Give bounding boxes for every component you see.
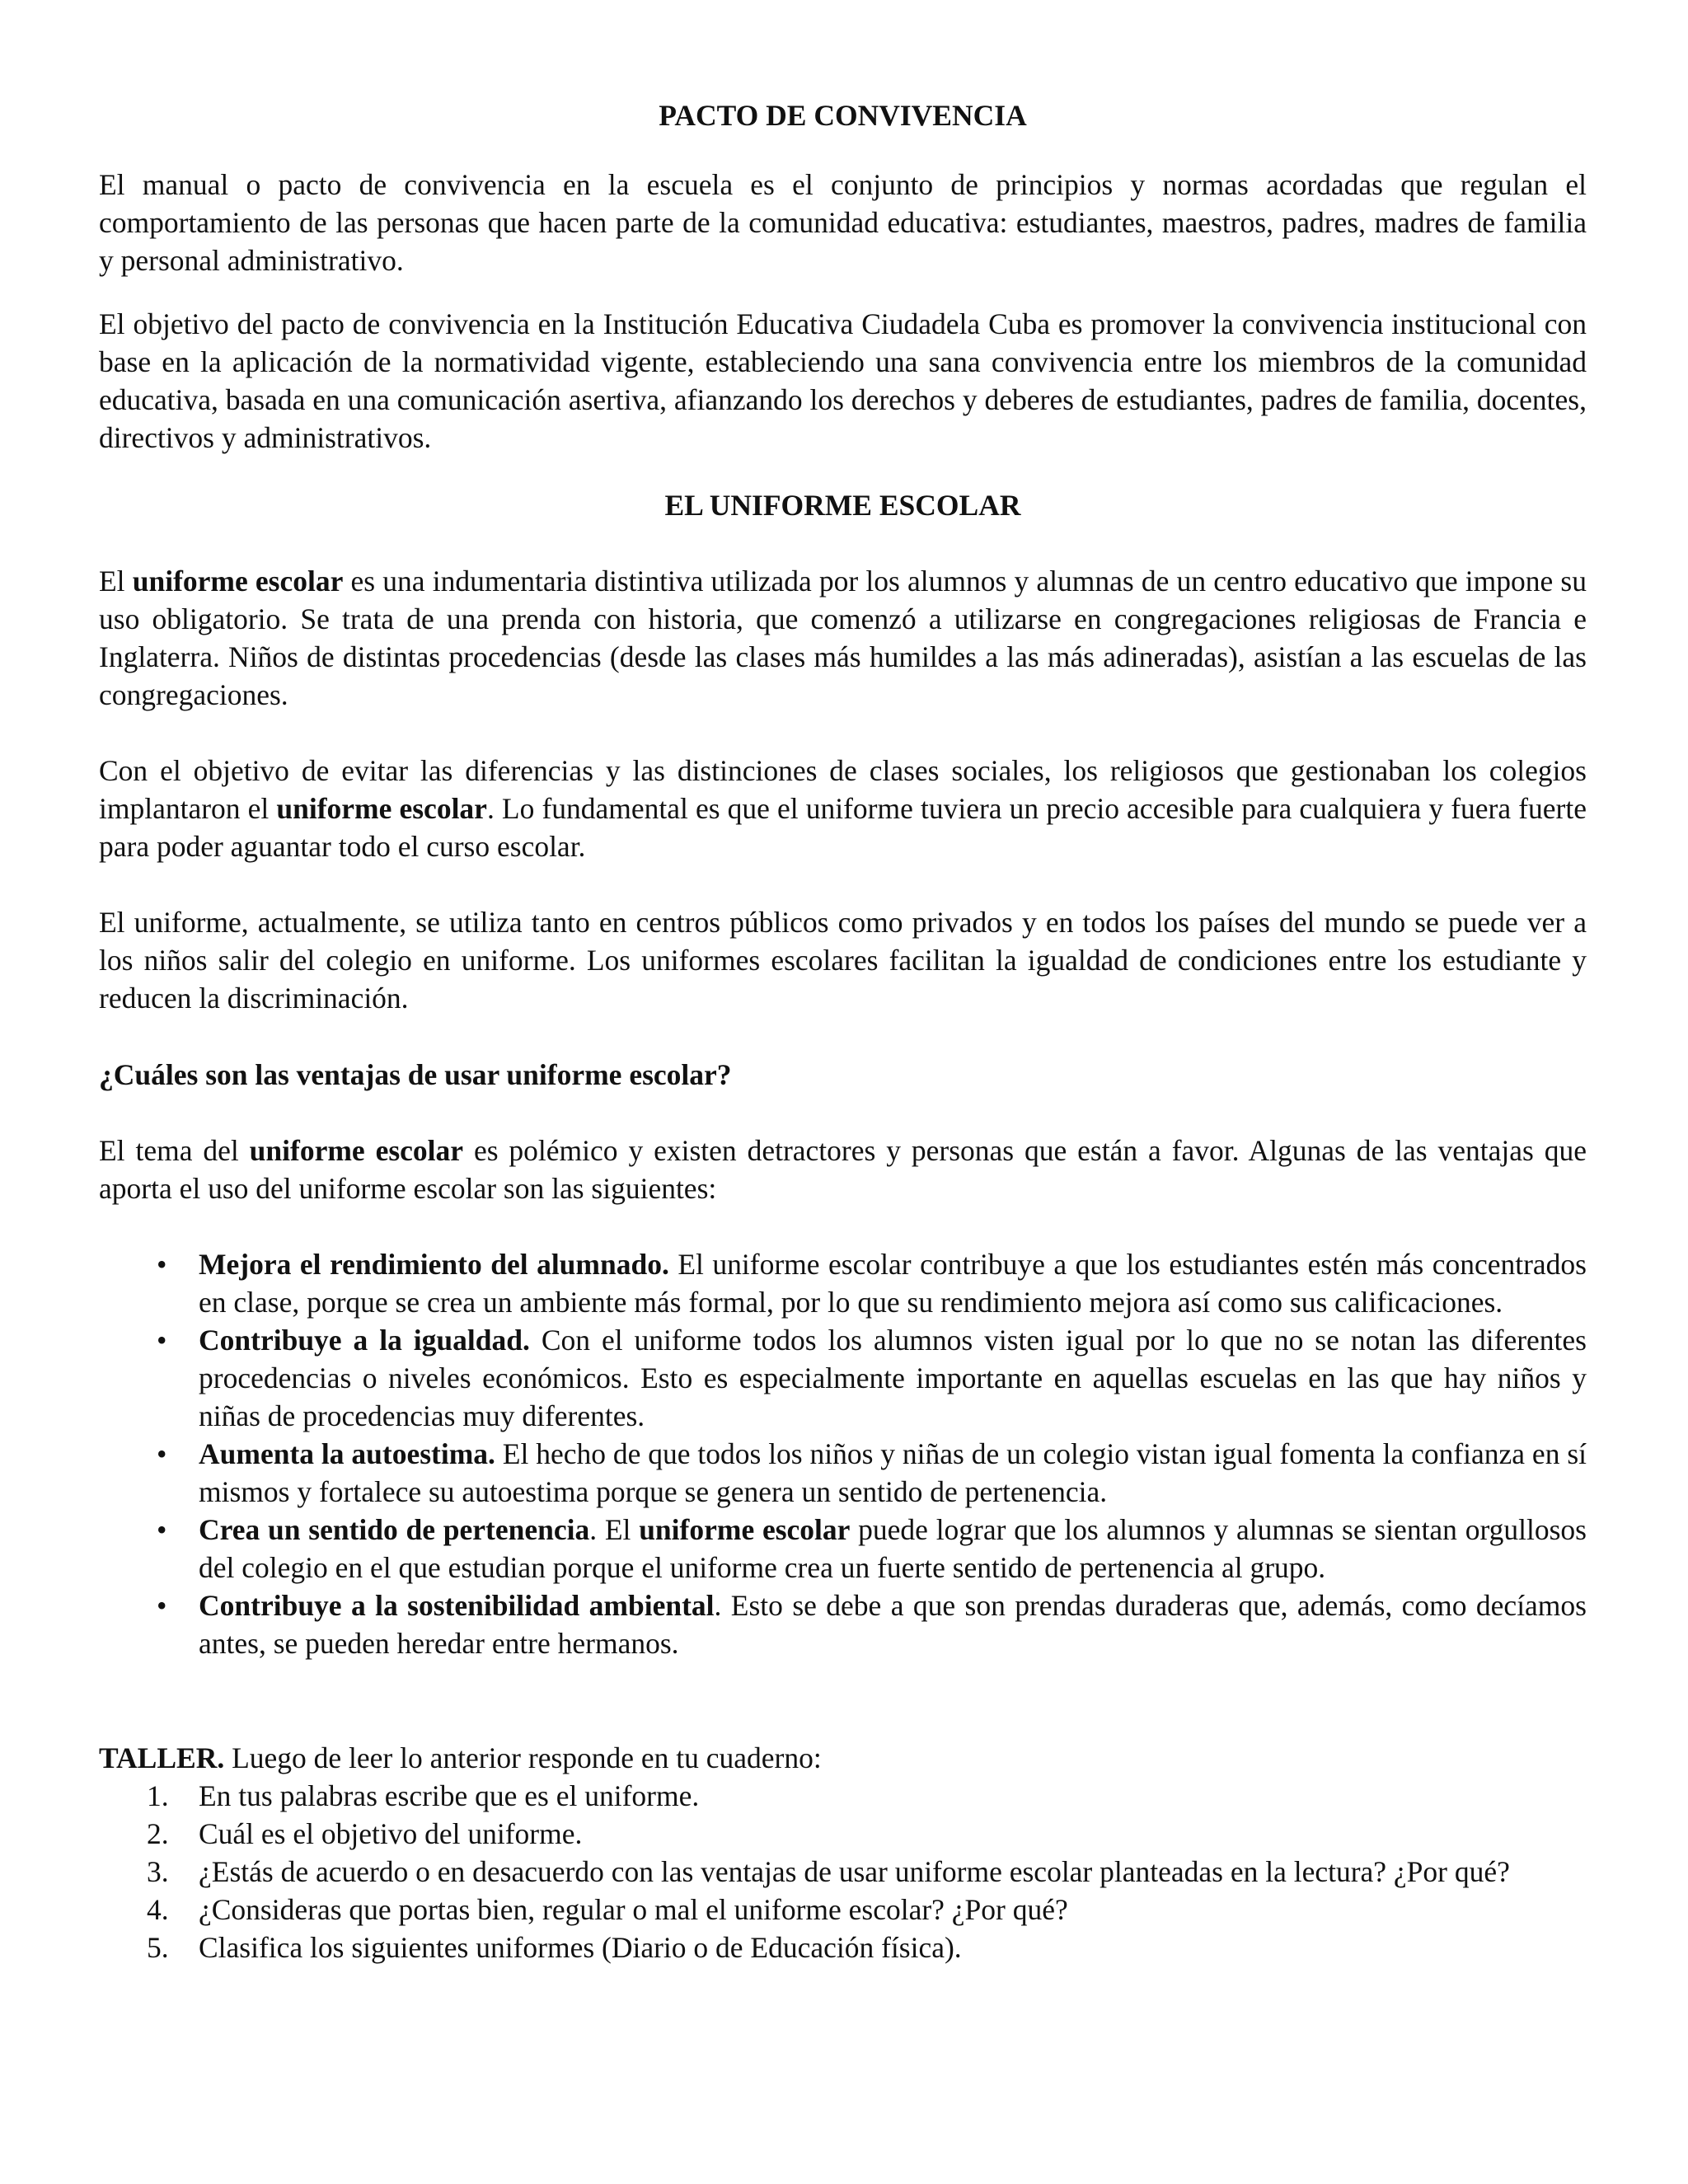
paragraph-pacto-definition: El manual o pacto de convivencia en la escuela es el conjunto de principios y normas acordadas que regulan el comportamiento de las personas que hacen parte de la comunidad educativa: estudiantes, maestros, padres, madres de familia y personal administrativo. xyxy=(99,168,1587,277)
taller-heading: TALLER. Luego de leer lo anterior responde en tu cuaderno: xyxy=(99,1741,822,1774)
list-number: 3. xyxy=(147,1855,169,1888)
list-item: • Contribuye a la sostenibilidad ambiental. Esto se debe a que son prendas duraderas que, además, como decíamos antes, se pueden heredar entre hermanos. xyxy=(99,1586,1587,1662)
list-item: 3. ¿Estás de acuerdo o en desacuerdo con las ventajas de usar uniforme escolar planteadas en la lectura? ¿Por qué? xyxy=(99,1853,1587,1891)
list-item: • Crea un sentido de pertenencia. El uniforme escolar puede lograr que los alumnos y alumnas se sientan orgullosos del colegio en el que estudian porque el uniforme crea un fuerte sentido de pertenencia al grupo. xyxy=(99,1511,1587,1586)
title-pacto: PACTO DE CONVIVENCIA xyxy=(659,99,1027,132)
paragraph-uniforme-history: Con el objetivo de evitar las diferencias y las distinciones de clases sociales, los religiosos que gestionaban los colegios implantaron el uniforme escolar. Lo fundamental es que el uniforme tuviera un precio accesible para cualquiera y fuera fuerte para poder aguantar todo el curso escolar. xyxy=(99,754,1587,863)
list-item: 2. Cuál es el objetivo del uniforme. xyxy=(99,1815,1587,1853)
taller-questions-list xyxy=(99,1777,1587,1966)
list-item: • Contribuye a la igualdad. Con el uniforme todos los alumnos visten igual por lo que no se notan las diferentes procedencias o niveles económicos. Esto es especialmente importante en aquellas escuelas en las que hay niños y niñas de procedencias muy diferentes. xyxy=(99,1321,1587,1435)
list-item: 5. Clasifica los siguientes uniformes (Diario o de Educación física). xyxy=(99,1929,1587,1966)
list-number: 2. xyxy=(147,1817,169,1850)
list-number: 5. xyxy=(147,1931,169,1964)
list-number: 4. xyxy=(147,1893,169,1926)
paragraph-uniforme-intro: El uniforme escolar es una indumentaria distintiva utilizada por los alumnos y alumnas de un centro educativo que impone su uso obligatorio. Se trata de una prenda con historia, que comenzó a utilizarse en congregaciones religiosas de Francia e Inglaterra. Niños de distintas procedencias (desde las clases más humildes a las más adineradas), asistían a las escuelas de las congregaciones. xyxy=(99,565,1587,711)
list-number: 1. xyxy=(147,1779,169,1812)
bullet-icon: • xyxy=(157,1437,167,1470)
question-heading: ¿Cuáles son las ventajas de usar uniforme escolar? xyxy=(99,1058,732,1091)
title-uniforme: EL UNIFORME ESCOLAR xyxy=(664,489,1021,522)
list-item: 4. ¿Consideras que portas bien, regular o mal el uniforme escolar? ¿Por qué? xyxy=(99,1891,1587,1929)
list-item: 1. En tus palabras escribe que es el uniforme. xyxy=(99,1777,1587,1815)
advantages-list xyxy=(99,1245,1587,1662)
bullet-icon: • xyxy=(157,1248,167,1281)
bullet-icon: • xyxy=(157,1589,167,1622)
bullet-icon: • xyxy=(157,1513,167,1546)
paragraph-pacto-objective: El objetivo del pacto de convivencia en la Institución Educativa Ciudadela Cuba es promover la convivencia institucional con base en la aplicación de la normatividad vigente, estableciendo una sana convivencia entre los miembros de la comunidad educativa, basada en una comunicación asertiva, afianzando los derechos y deberes de estudiantes, padres de familia, docentes, directivos y administrativos. xyxy=(99,307,1587,454)
paragraph-ventajas-intro: El tema del uniforme escolar es polémico y existen detractores y personas que están a favor. Algunas de las ventajas que aporta el uso del uniforme escolar son las siguientes: xyxy=(99,1134,1587,1205)
list-item: • Mejora el rendimiento del alumnado. El uniforme escolar contribuye a que los estudiantes estén más concentrados en clase, porque se crea un ambiente más formal, por lo que su rendimiento mejora así como sus calificaciones. xyxy=(99,1245,1587,1321)
bullet-icon: • xyxy=(157,1324,167,1357)
list-item: • Aumenta la autoestima. El hecho de que todos los niños y niñas de un colegio vistan igual fomenta la confianza en sí mismos y fortalece su autoestima porque se genera un sentido de pertenencia. xyxy=(99,1435,1587,1511)
paragraph-uniforme-today: El uniforme, actualmente, se utiliza tanto en centros públicos como privados y en todos los países del mundo se puede ver a los niños salir del colegio en uniforme. Los uniformes escolares facilitan la igualdad de condiciones entre los estudiante y reducen la discriminación. xyxy=(99,906,1587,1015)
